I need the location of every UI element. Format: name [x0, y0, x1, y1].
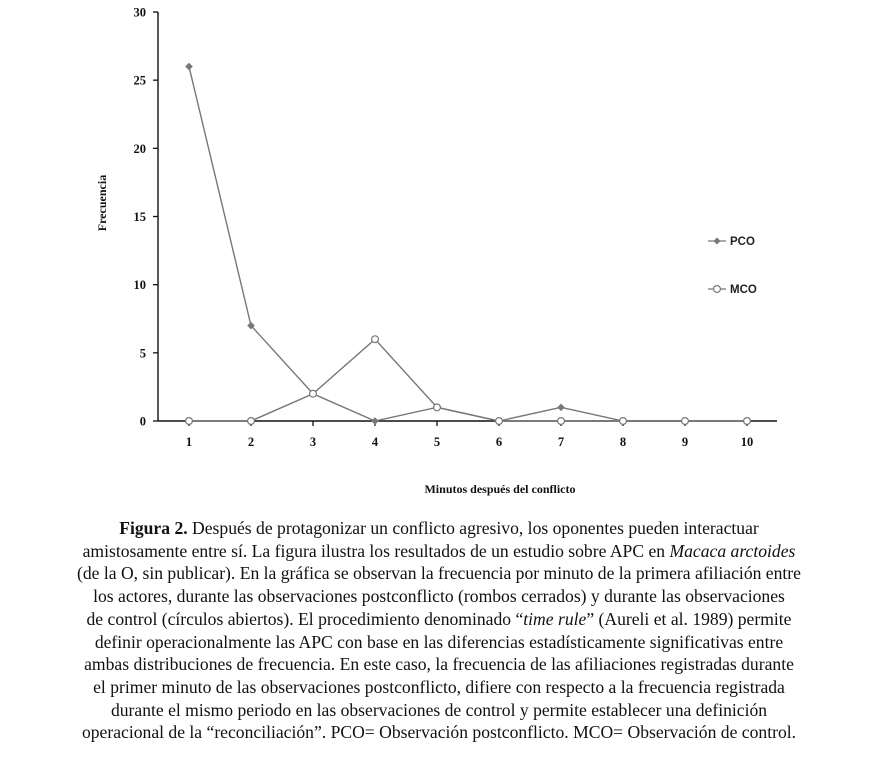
data-point-mco [186, 418, 193, 425]
x-axis-title: Minutos después del conflicto [424, 482, 576, 496]
y-tick-label: 25 [133, 73, 146, 88]
caption-text: definir operacionalmente las APC con base en las diferencias estadísticamente significativas entre [94, 631, 784, 652]
data-point-pco [185, 63, 193, 71]
x-tick-label: 3 [309, 435, 317, 449]
y-tick-label: 0 [139, 414, 146, 429]
caption-text: ambas distribuciones de frecuencia. En este caso, la frecuencia de las afiliaciones registradas durante [84, 654, 794, 675]
y-tick-label: 20 [133, 141, 146, 156]
y-tick-label: 10 [133, 278, 146, 293]
x-tick-label: 5 [433, 435, 441, 449]
series-layer [185, 63, 751, 425]
x-tick-label: 8 [619, 435, 627, 449]
caption-line [12, 517, 866, 540]
caption-text: el primer minuto de las observaciones postconflicto, difiere con respecto a la frecuencia registrada [93, 676, 785, 697]
data-point-mco [558, 418, 565, 425]
x-tick-label: 2 [247, 435, 255, 449]
x-tick-label: 6 [495, 435, 503, 449]
x-tick-label: 9 [681, 435, 689, 449]
caption-line [12, 699, 866, 722]
x-tick-label: 1 [185, 435, 193, 449]
y-tick-label: 30 [133, 5, 146, 20]
data-point-mco [620, 418, 627, 425]
caption-line [12, 540, 866, 563]
legend-item-mco [708, 284, 757, 296]
y-ticks [134, 6, 159, 429]
chart-axes [158, 12, 777, 421]
series-line-pco [189, 67, 747, 421]
caption-text: (de la O, sin publicar). En la gráfica se observan la frecuencia por minuto de la primera afiliación entre [77, 563, 801, 584]
caption-italic-text: Macaca arctoides [669, 540, 796, 561]
legend-marker-mco [714, 286, 721, 293]
y-tick-label: 5 [139, 346, 146, 361]
caption-text: ” (Aureli et al. 1989) permite [586, 608, 792, 629]
legend-marker-pco [714, 238, 721, 245]
x-tick-label: 10 [740, 435, 754, 449]
caption-text: operacional de la “reconciliación”. PCO= Observación postconflicto. MCO= Observación de control. [81, 722, 797, 743]
x-tick-label: 7 [557, 435, 565, 449]
caption-line [12, 631, 866, 654]
data-point-mco [682, 418, 689, 425]
y-axis-title: Frecuencia [95, 174, 109, 232]
x-ticks [186, 421, 753, 449]
caption-line [12, 562, 866, 585]
legend-item-pco [708, 236, 755, 248]
y-tick-label: 15 [133, 210, 146, 224]
caption-line [12, 608, 866, 631]
legend-label-mco: MCO [730, 284, 757, 296]
caption-text: durante el mismo periodo en las observaciones de control y permite establecer una definición [110, 699, 768, 720]
caption-text: de control (círculos abiertos). El procedimiento denominado “ [86, 608, 524, 629]
data-point-mco [248, 418, 255, 425]
legend [708, 236, 757, 296]
caption-figure-label: Figura 2. [119, 518, 188, 538]
data-point-mco [372, 336, 379, 343]
series-line-mco [189, 339, 747, 421]
caption-line [12, 585, 866, 608]
caption-text: los actores, durante las observaciones postconflicto (rombos cerrados) y durante las observaciones [93, 586, 785, 607]
caption-text: amistosamente entre sí. La figura ilustra los resultados de un estudio sobre APC en [82, 540, 670, 561]
caption-text: Después de protagonizar un conflicto agresivo, los oponentes pueden interactuar [187, 518, 759, 538]
caption-line [12, 676, 866, 699]
data-point-mco [744, 418, 751, 425]
legend-label-pco: PCO [730, 236, 755, 248]
data-point-mco [434, 404, 441, 411]
data-point-mco [496, 418, 503, 425]
caption-italic-text: time rule [523, 608, 587, 629]
caption-line [12, 721, 866, 744]
caption-line [12, 653, 866, 676]
figure-caption [12, 517, 866, 744]
data-point-pco [371, 417, 379, 425]
x-tick-label: 4 [371, 435, 379, 449]
data-point-mco [310, 390, 317, 397]
data-point-pco [557, 404, 565, 412]
